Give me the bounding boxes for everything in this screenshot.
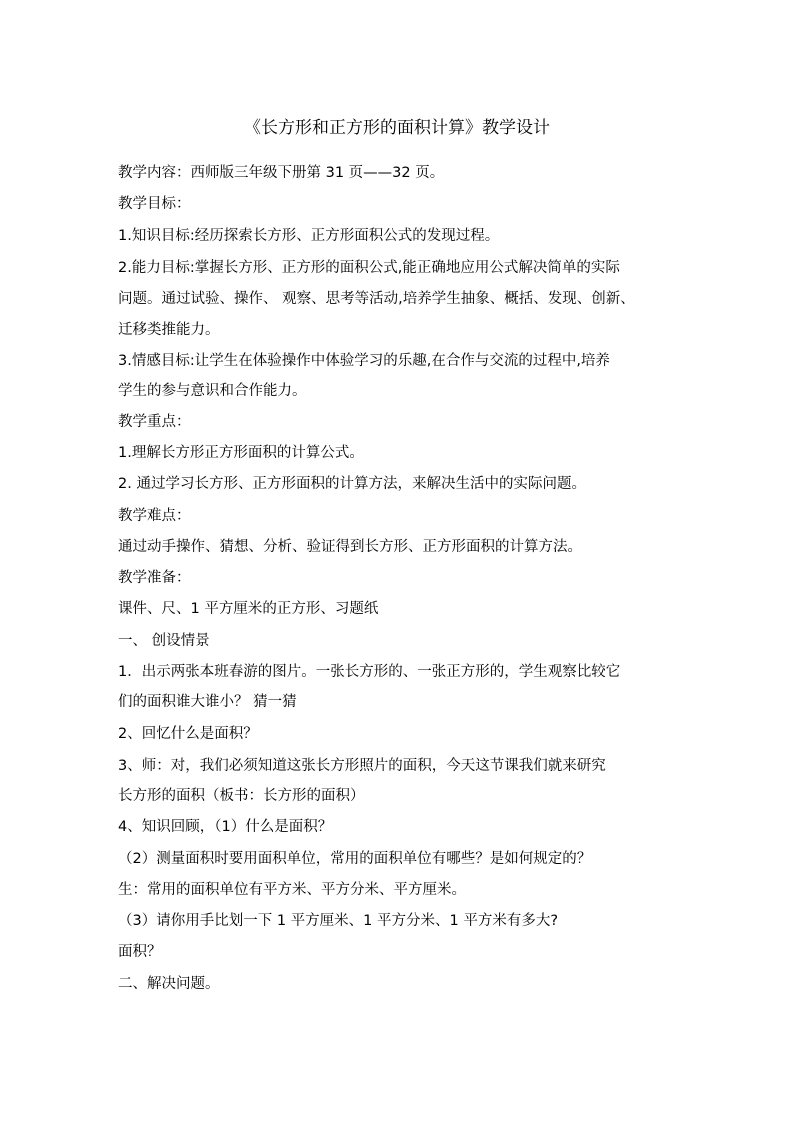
text-line: 3、师：对，我们必须知道这张长方形照片的面积，今天这节课我们就来研究 xyxy=(118,758,606,774)
text-line: 问题。通过试验、操作、 观察、思考等活动,培养学生抽象、概括、发现、创新、 xyxy=(118,291,635,307)
text-line: 教学准备： xyxy=(118,570,191,586)
text-line: 迁移类推能力。 xyxy=(118,322,220,338)
text-line: 1．出示两张本班春游的图片。一张长方形的、一张正方形的，学生观察比较它 xyxy=(118,664,621,680)
text-line: 们的面积谁大谁小？ 猜一猜 xyxy=(118,694,297,710)
section-heading: 一、 创设情景 xyxy=(118,633,210,649)
text-line: 课件、尺、1 平方厘米的正方形、习题纸 xyxy=(118,601,379,617)
text-line: 教学难点： xyxy=(118,508,191,524)
text-line: 2. 通过学习长方形、正方形面积的计算方法，来解决生活中的实际问题。 xyxy=(118,476,586,492)
text-line: 教学重点： xyxy=(118,414,191,430)
text-line: 教学目标： xyxy=(118,196,191,212)
section-heading: 二、解决问题。 xyxy=(118,976,220,992)
text-line: 通过动手操作、猜想、分析、验证得到长方形、正方形面积的计算方法。 xyxy=(118,539,582,555)
text-line: 生：常用的面积单位有平方米、平方分米、平方厘米。 xyxy=(118,882,466,898)
text-line: 1.知识目标:经历探索长方形、正方形面积公式的发现过程。 xyxy=(118,228,500,244)
text-line: （3）请你用手比划一下 1 平方厘米、1 平方分米、1 平方米有多大? xyxy=(118,913,559,929)
text-line: （2）测量面积时要用面积单位，常用的面积单位有哪些？是如何规定的？ xyxy=(118,851,592,867)
text-line: 学生的参与意识和合作能力。 xyxy=(118,383,307,399)
text-line: 3.情感目标:让学生在体验操作中体验学习的乐趣,在合作与交流的过程中,培养 xyxy=(118,353,610,369)
document-title: 《长方形和正方形的面积计算》教学设计 xyxy=(244,118,550,138)
text-line: 2.能力目标:掌握长方形、正方形的面积公式,能正确地应用公式解决简单的实际 xyxy=(118,260,620,276)
text-line: 长方形的面积（板书：长方形的面积） xyxy=(118,788,365,804)
text-line: 教学内容：西师版三年级下册第 31 页——32 页。 xyxy=(118,165,445,181)
text-line: 4、知识回顾，（1）什么是面积？ xyxy=(118,819,333,835)
text-line: 2、回忆什么是面积？ xyxy=(118,726,258,742)
text-line: 1.理解长方形正方形面积的计算公式。 xyxy=(118,445,364,461)
text-line: 面积？ xyxy=(118,944,162,960)
